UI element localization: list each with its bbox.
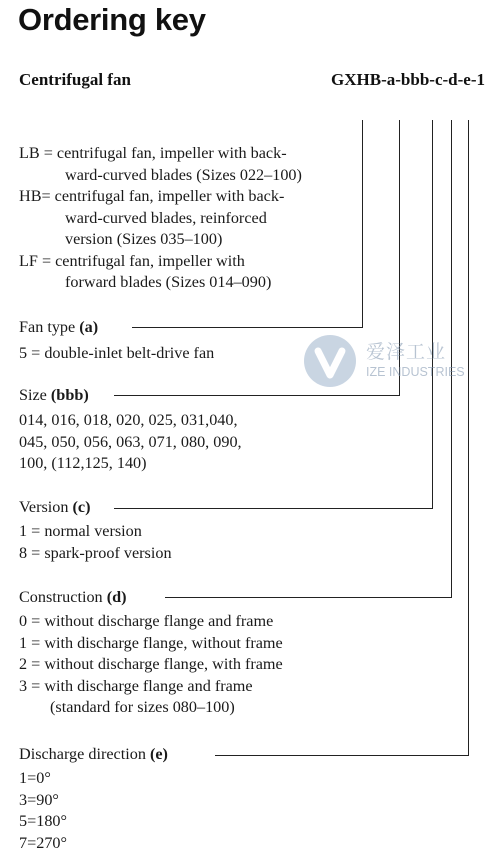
- type-line: LB = centrifugal fan, impeller with back-: [19, 144, 287, 162]
- section-key: (e): [149, 745, 168, 763]
- option-line: 1=0°: [19, 769, 51, 787]
- page-title: Ordering key: [18, 2, 206, 37]
- section-label: Construction: [19, 588, 107, 606]
- discharge-options: [19, 768, 67, 854]
- connector-c-vertical: [432, 120, 433, 509]
- size-options: [19, 410, 242, 475]
- type-definitions: [19, 143, 302, 294]
- section-label: Discharge direction: [19, 745, 150, 763]
- type-line: LF = centrifugal fan, impeller with: [19, 251, 245, 270]
- connector-bbb-horizontal: [114, 395, 400, 396]
- option-line: 3 = with discharge flange and frame: [19, 676, 253, 695]
- version-options: [19, 521, 172, 564]
- section-label: Version: [19, 498, 73, 516]
- construction-options: [19, 611, 283, 719]
- connector-e-horizontal: [215, 755, 469, 756]
- construction-title: [19, 588, 126, 607]
- option-line: 5 = double-inlet belt-drive fan: [19, 344, 215, 362]
- type-line: ward-curved blades, reinforced: [65, 208, 267, 227]
- section-key: (d): [106, 588, 127, 606]
- type-line: ward-curved blades (Sizes 022–100): [65, 165, 302, 184]
- size-title: [19, 386, 89, 405]
- option-line: 1 = with discharge flange, without frame: [19, 633, 283, 652]
- section-label: Size: [19, 386, 51, 404]
- section-label: Fan type: [19, 318, 80, 336]
- fan-type-options: [19, 343, 214, 365]
- option-line: 045, 050, 056, 063, 071, 080, 090,: [19, 432, 242, 451]
- option-line: 0 = without discharge flange and frame: [19, 612, 274, 630]
- section-key: (c): [72, 498, 91, 516]
- discharge-title: [19, 745, 168, 764]
- section-key: (bbb): [50, 386, 89, 404]
- version-title: [19, 498, 90, 517]
- option-line: 3=90°: [19, 790, 59, 809]
- connector-a-vertical: [362, 120, 363, 328]
- fan-type-title: [19, 318, 98, 337]
- option-line: 7=270°: [19, 833, 67, 852]
- option-line: 5=180°: [19, 812, 67, 830]
- watermark: [300, 333, 470, 389]
- connector-d-horizontal: [165, 597, 452, 598]
- option-line: 1 = normal version: [19, 522, 142, 540]
- type-line: HB= centrifugal fan, impeller with back-: [19, 187, 285, 205]
- watermark-en: IZE INDUSTRIES: [366, 365, 465, 379]
- product-name: Centrifugal fan: [19, 70, 131, 89]
- option-line: 2 = without discharge flange, with frame: [19, 655, 283, 673]
- connector-a-horizontal: [132, 327, 363, 328]
- connector-c-horizontal: [114, 508, 433, 509]
- connector-e-vertical: [468, 120, 469, 756]
- option-line: (standard for sizes 080–100): [50, 698, 235, 716]
- option-line: 100, (112,125, 140): [19, 454, 147, 472]
- ordering-code: GXHB-a-bbb-c-d-e-1: [331, 70, 485, 89]
- ize-logo-icon: [304, 335, 356, 387]
- option-line: 8 = spark-proof version: [19, 543, 172, 562]
- type-line: version (Sizes 035–100): [65, 230, 223, 248]
- type-line: forward blades (Sizes 014–090): [65, 273, 272, 291]
- section-key: (a): [79, 318, 99, 336]
- option-line: 014, 016, 018, 020, 025, 031,040,: [19, 411, 238, 429]
- watermark-cn: 爱泽工业: [366, 341, 447, 363]
